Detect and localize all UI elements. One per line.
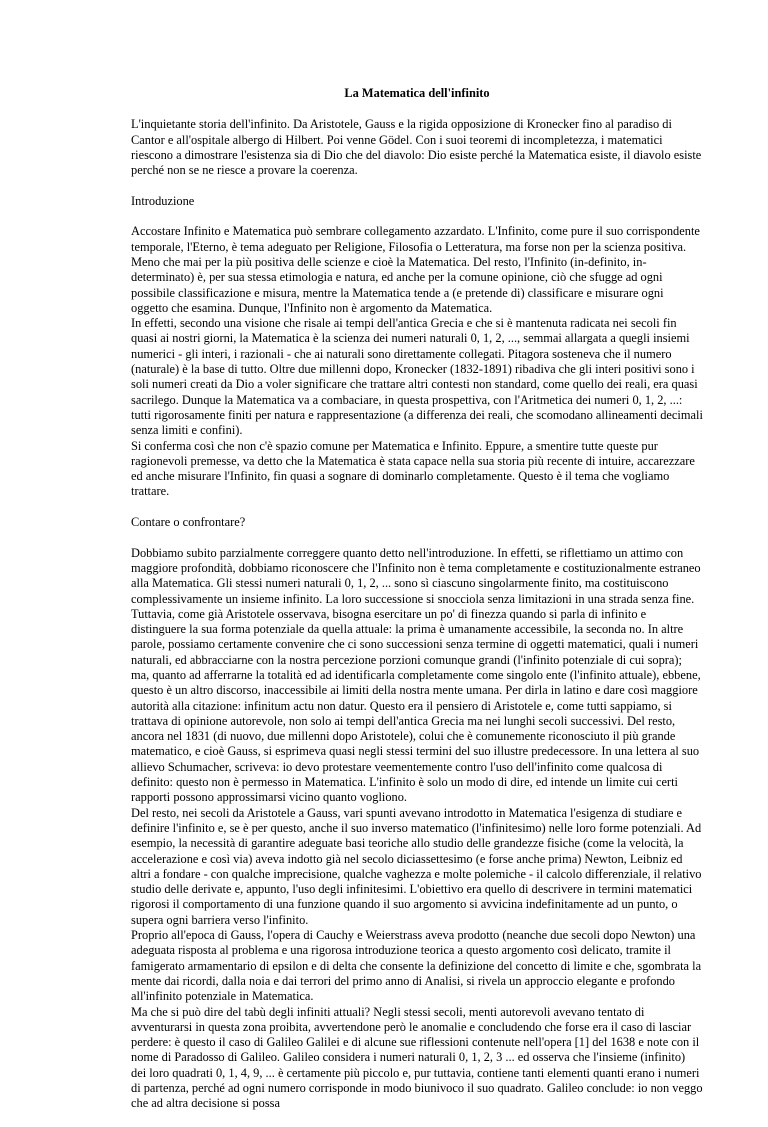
section-heading: Contare o confrontare? — [131, 515, 246, 530]
section-paragraph: Dobbiamo subito parzialmente correggere quanto detto nell'introduzione. In effetti, se riflettiamo un attimo con maggiore profondità, dobbiamo riconoscere che l'Infinito non è tema completamente e costituzionalmente estraneo alla Matematica. Gli stessi numeri naturali 0, 1, 2, ... sono sì ciascuno singolarmente finito, ma costituiscono complessivamente un insieme infinito. La loro successione si snocciola senza limitazioni in una strada senza fine. Tuttavia, come già Aristotele osservava, bisogna esercitare un po' di finezza quando si parla di infinito e distinguere la sua forma potenziale da quella attuale: la prima è umanamente accessibile, la seconda no. In altre parole, possiamo certamente convenire che ci sono successioni senza termine di oggetti matematici, quali i numeri naturali, ed abbracciarne con la nostra percezione porzioni comunque grandi (l'infinito potenziale di cui sopra); ma, quanto ad afferrarne la totalità ed ad identificarla completamente come singolo ente (l'infinito attuale), ebbene, questo è un altro discorso, inaccessibile ai limiti della nostra mente umana. Per dirla in latino e dare così maggiore autorità alla citazione: infinitum actu non datur. Questo era il pensiero di Aristotele e, come tutti sappiamo, si trattava di opinione autorevole, non solo ai tempi dell'antica Grecia ma nei lunghi secoli successivi. Del resto, ancora nel 1831 (di nuovo, due millenni dopo Aristotele), colui che è comunemente riconosciuto il più grande matematico, e cioè Gauss, si esprimeva quasi negli stessi termini del suo illustre predecessore. In una lettera al suo allievo Schumacher, scriveva: io devo protestare veementemente contro l'uso dell'infinito come qualcosa di definito: questo non è permesso in Matematica. L'infinito è solo un modo di dire, ed intende un limite cui certi rapporti possono approssimarsi vicino quanto vogliono. — [131, 545, 701, 805]
section-paragraph: Del resto, nei secoli da Aristotele a Gauss, vari spunti avevano introdotto in Matematica l'esigenza di studiare e definire l'infinito e, se è per questo, anche il suo inverso matematico (l'infinitesimo) nelle loro forme potenziali. Ad esempio, la necessità di garantire adeguate basi teoriche allo studio delle grandezze fisiche (come la velocità, la accelerazione e così via) aveva indotto già nel secolo diciassettesimo (e forse anche prima) Newton, Leibniz ed altri a fondare - con qualche imprecisione, qualche vaghezza e molte polemiche - il calcolo differenziale, il relativo studio delle derivate e, appunto, l'uso degli infinitesimi. L'obiettivo era quello di descrivere in termini matematici rigorosi il comportamento di una funzione quando il suo argomento si avvicina indefinitamente ad un punto, o supera ogni barriera verso l'infinito. — [131, 805, 702, 927]
abstract-paragraph: L'inquietante storia dell'infinito. Da Aristotele, Gauss e la rigida opposizione di Kronecker fino al paradiso di Cantor e all'ospitale albergo di Hilbert. Poi venne Gödel. Con i suoi teoremi di incompletezza, i matematici riescono a dimostrare l'esistenza sia di Dio che del diavolo: Dio esiste perché la Matematica esiste, il diavolo esiste perché non se ne riesce a provare la coerenza. — [131, 117, 702, 178]
intro-paragraph: Si conferma così che non c'è spazio comune per Matematica e Infinito. Eppure, a smentire tutte queste pur ragionevoli premesse, va detto che la Matematica è stata capace nella sua storia più recente di intuire, accarezzare ed anche misurare l'Infinito, fin quasi a sognare di dominarlo completamente. Questo è il tema che vogliamo trattare. — [131, 438, 695, 499]
document-title: La Matematica dell'infinito — [344, 86, 490, 100]
document-page — [131, 86, 703, 1127]
section-paragraph: Proprio all'epoca di Gauss, l'opera di Cauchy e Weierstrass aveva prodotto (neanche due secoli dopo Newton) una adeguata risposta al problema e una rigorosa introduzione teorica a questo argomento così delicato, tramite il famigerato armamentario di epsilon e di delta che consente la definizione del concetto di limite e che, sgombrata la mente dai ricordi, dalla noia e dai terrori del primo anno di Analisi, si rivela un approccio elegante e profondo all'infinito potenziale in Matematica. — [131, 928, 702, 1004]
section-paragraph: Ma che si può dire del tabù degli infiniti attuali? Negli stessi secoli, menti autorevoli avevano tentato di avventurarsi in questa zona proibita, avvertendone però le anomalie e concludendo che forse era il caso di lasciar perdere: è questo il caso di Galileo Galilei e di alcune sue riflessioni contenute nell'opera [1] del 1638 e note con il nome di Paradosso di Galileo. Galileo considera i numeri naturali 0, 1, 2, 3 ... ed osserva che l'insieme (infinito) dei loro quadrati 0, 1, 4, 9, ... è certamente più piccolo e, pur tuttavia, contiene tanti elementi quanti erano i numeri di partenza, perché ad ogni numero corrisponde in modo biunivoco il suo quadrato. Galileo conclude: io non veggo che ad altra decisione si possa — [131, 1004, 703, 1111]
section-body — [131, 546, 703, 1112]
intro-section — [131, 224, 703, 499]
intro-paragraph: In effetti, secondo una visione che risale ai tempi dell'antica Grecia e che si è mantenuta radicata nei secoli fin quasi ai nostri giorni, la Matematica è la scienza dei numeri naturali 0, 1, 2, ..., semmai allargata a quegli insiemi numerici - gli interi, i razionali - che ai naturali sono direttamente collegati. Pitagora sosteneva che il numero (naturale) è la base di tutto. Oltre due millenni dopo, Kronecker (1832-1891) ribadiva che gli interi positivi sono i soli numeri creati da Dio a voler significare che trattare altri contesti non standard, come quello dei reali, era quasi sacrilego. Dunque la Matematica va a combaciare, in questa prospettiva, con l'Aritmetica dei numeri 0, 1, 2, ...: tutti rigorosamente finiti per natura e rappresentazione (a differenza dei reali, che scomodano allineamenti decimali senza limiti e confini). — [131, 316, 703, 438]
intro-heading: Introduzione — [131, 193, 195, 208]
intro-paragraph: Accostare Infinito e Matematica può sembrare collegamento azzardato. L'Infinito, come pure il suo corrispondente temporale, l'Eterno, è tema adeguato per Religione, Filosofia o Letteratura, ma forse non per la scienza positiva. Meno che mai per la più positiva delle scienze e cioè la Matematica. Del resto, l'Infinito (in-definito, in-determinato) è, per sua stessa etimologia e natura, ed anche per la comune opinione, ciò che sfugge ad ogni possibile classificazione e misura, mentre la Matematica tende a (e pretende di) classificare e misurare ogni oggetto che esamina. Dunque, l'Infinito non è argomento da Matematica. — [131, 224, 700, 315]
